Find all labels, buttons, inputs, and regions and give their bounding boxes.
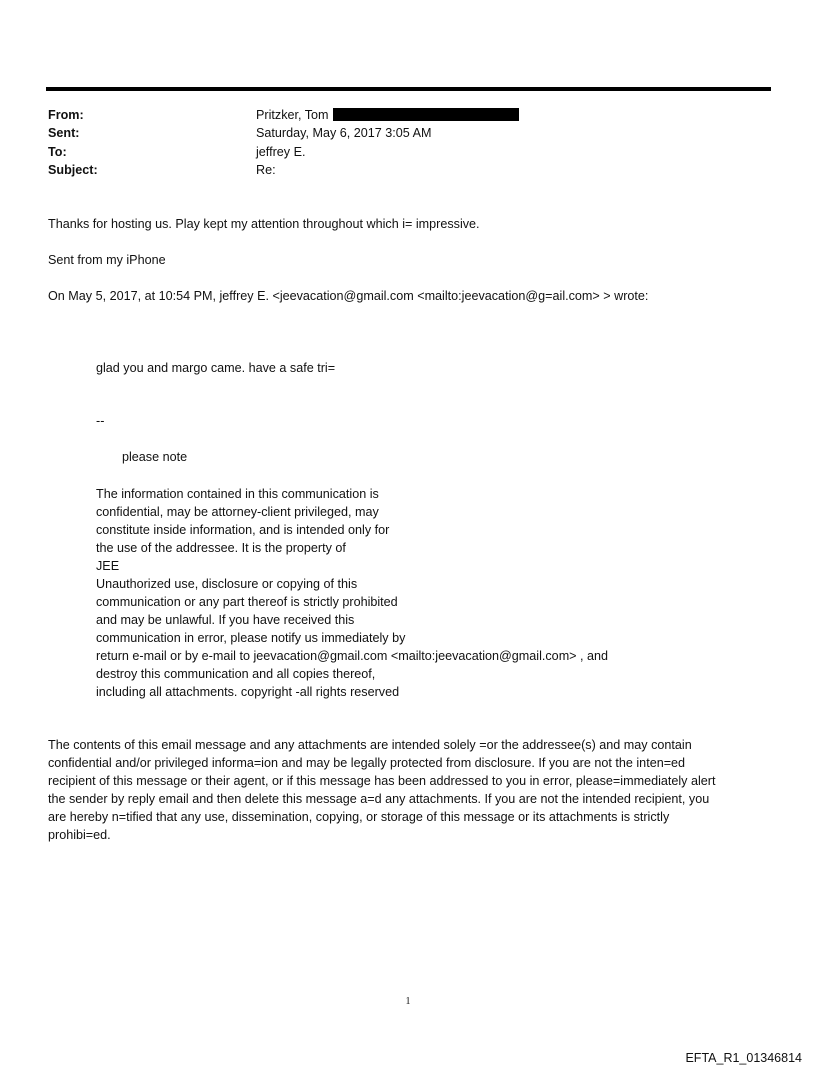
signature-text: Sent from my iPhone xyxy=(48,253,166,267)
document-id: EFTA_R1_01346814 xyxy=(685,1051,802,1065)
confidentiality-notice xyxy=(96,485,608,701)
notice-line: JEE xyxy=(96,559,120,573)
notice-line: including all attachments. copyright -all rights reserved xyxy=(96,685,400,699)
notice-line: The information contained in this communication is xyxy=(96,487,379,501)
header-rule xyxy=(46,87,771,91)
notice-line: communication in error, please notify us immediately by xyxy=(96,631,406,645)
to-label: To: xyxy=(48,145,67,159)
disclaimer-line: The contents of this email message and any attachments are intended solely =or the addressee(s) and may contain xyxy=(48,738,692,752)
legal-disclaimer xyxy=(48,736,715,844)
from-value xyxy=(256,108,519,122)
notice-line: communication or any part thereof is strictly prohibited xyxy=(96,595,398,609)
from-label: From: xyxy=(48,108,84,122)
subject-label: Subject: xyxy=(48,163,98,177)
notice-line: constitute inside information, and is intended only for xyxy=(96,523,390,537)
notice-line: the use of the addressee. It is the property of xyxy=(96,541,346,555)
notice-line: return e-mail or by e-mail to jeevacation@gmail.com <mailto:jeevacation@gmail.com> , and xyxy=(96,649,609,663)
notice-line: confidential, may be attorney-client privileged, may xyxy=(96,505,379,519)
signature-separator: -- xyxy=(96,414,105,428)
quote-intro: On May 5, 2017, at 10:54 PM, jeffrey E. <jeevacation@gmail.com <mailto:jeevacation@g=ail.com> > wrote: xyxy=(48,289,649,303)
disclaimer-line: are hereby n=tified that any use, dissemination, copying, or storage of this message or its attachments is strictly xyxy=(48,810,670,824)
disclaimer-line: prohibi=ed. xyxy=(48,828,111,842)
sent-label: Sent: xyxy=(48,126,80,140)
disclaimer-line: the sender by reply email and then delete this message a=d any attachments. If you are not the intended recipient, you xyxy=(48,792,710,806)
please-note: please note xyxy=(122,450,188,464)
notice-line: Unauthorized use, disclosure or copying of this xyxy=(96,577,358,591)
reply-text: Thanks for hosting us. Play kept my attention throughout which i= impressive. xyxy=(48,217,480,231)
to-value: jeffrey E. xyxy=(256,145,306,159)
page-number: 1 xyxy=(405,996,411,1007)
disclaimer-line: confidential and/or privileged informa=ion and may be legally protected from disclosure. If you are not the inten=ed xyxy=(48,756,686,770)
redaction-block xyxy=(333,108,519,121)
sent-value: Saturday, May 6, 2017 3:05 AM xyxy=(256,126,432,140)
notice-line: destroy this communication and all copies thereof, xyxy=(96,667,376,681)
notice-line: and may be unlawful. If you have received this xyxy=(96,613,355,627)
quoted-message: glad you and margo came. have a safe tri= xyxy=(96,361,336,375)
disclaimer-line: recipient of this message or their agent, or if this message has been addressed to you in error, please=immediately alert xyxy=(48,774,716,788)
subject-value: Re: xyxy=(256,163,276,177)
from-name: Pritzker, Tom xyxy=(256,108,329,122)
